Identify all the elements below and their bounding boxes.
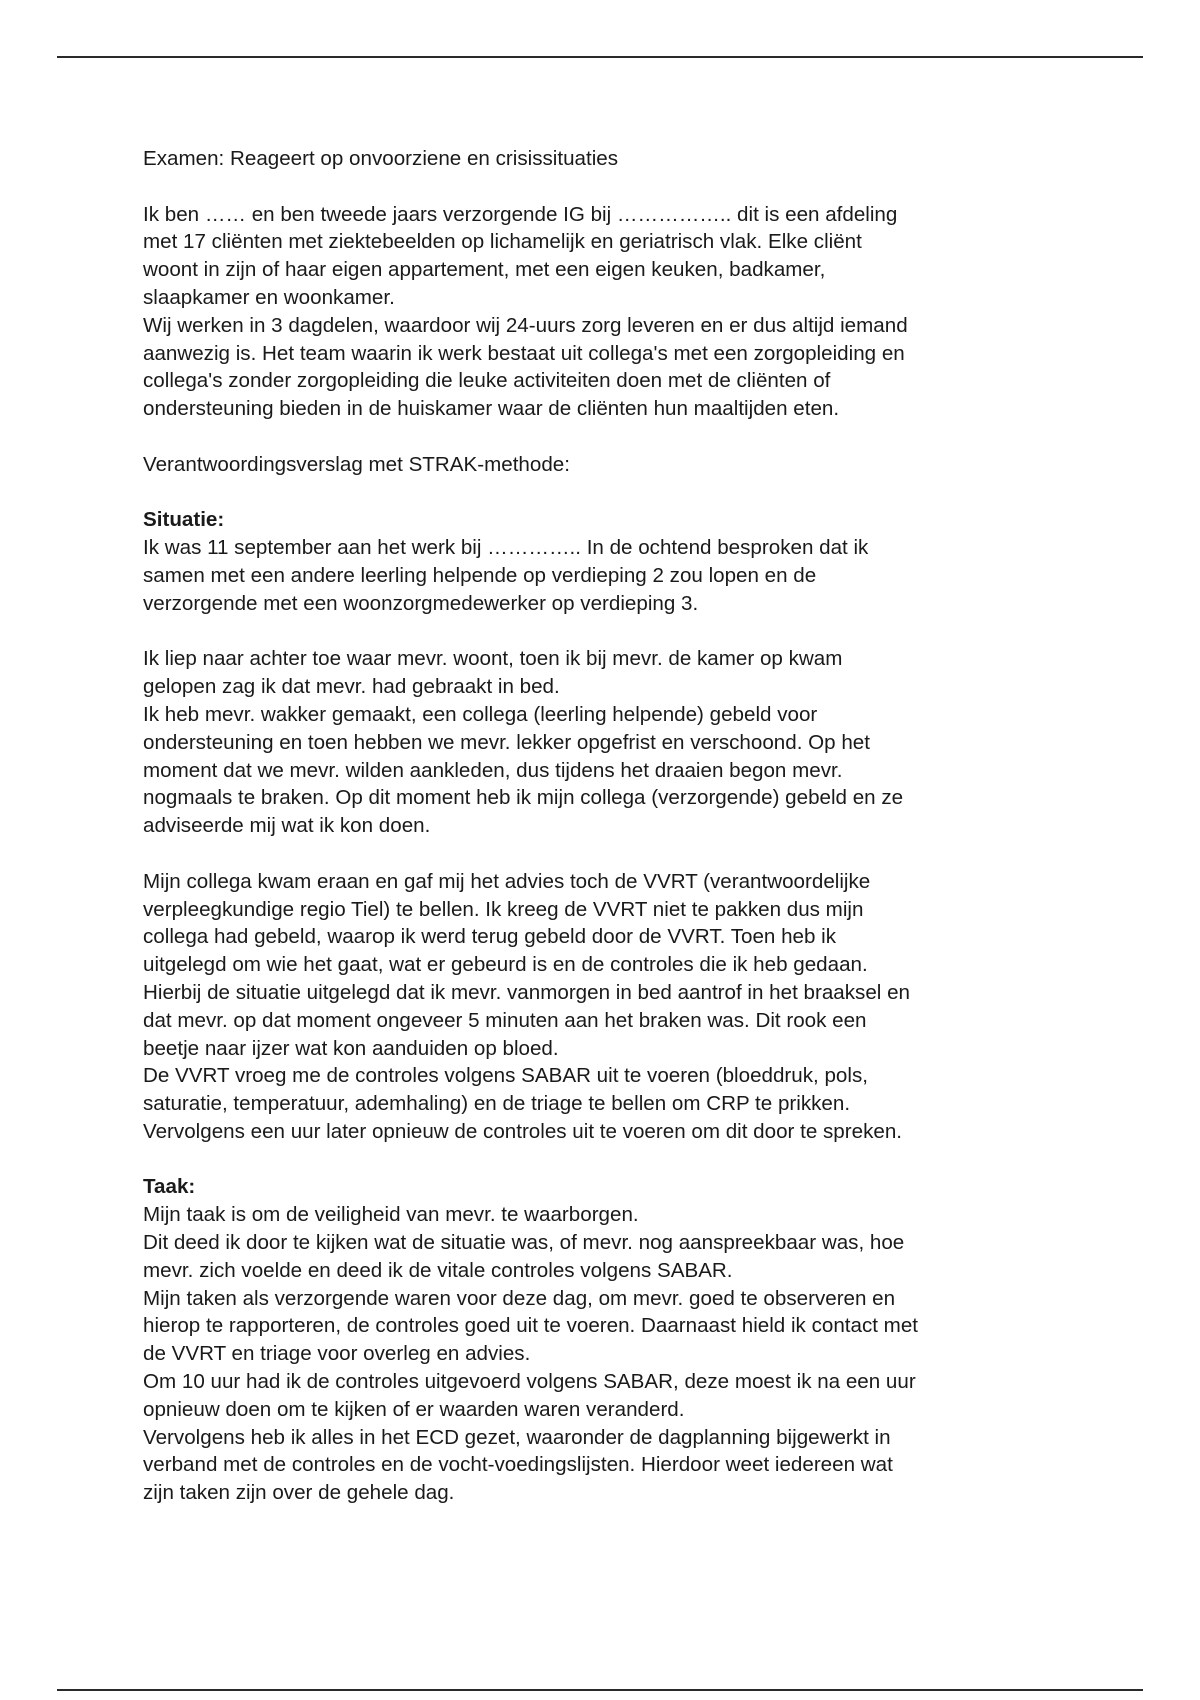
taak-paragraph-3: Mijn taken als verzorgende waren voor deze dag, om mevr. goed te observeren en hierop te rapporteren, de controles goed uit te voeren. Daarnaast hield ik contact met de VVRT en triage voor overleg en advies. [143,1286,919,1366]
situatie-paragraph-2: Ik liep naar achter toe waar mevr. woont, toen ik bij mevr. de kamer op kwam gelopen zag ik dat mevr. had gebraakt in bed. [143,647,843,699]
footer-rule [57,1689,1143,1691]
situatie-paragraph-3: Ik heb mevr. wakker gemaakt, een collega (leerling helpende) gebeld voor ondersteuning en toen hebben we mevr. lekker opgefrist en verschoond. Op het moment dat we mevr. wilden aankleden, dus tijdens het draaien begon mevr. nogmaals te braken. Op dit moment heb ik mijn collega (verzorgende) gebeld en ze adviseerde mij wat ik kon doen. [143,702,904,838]
taak-paragraph-4: Om 10 uur had ik de controles uitgevoerd volgens SABAR, deze moest ik na een uur opnieuw doen om te kijken of er waarden waren veranderd. [143,1370,916,1421]
situatie-paragraph-5: De VVRT vroeg me de controles volgens SABAR uit te voeren (bloeddruk, pols, saturatie, temperatuur, ademhaling) en de triage te bellen om CRP te prikken. Vervolgens een uur later opnieuw de controles uit te voeren om dit door te spreken. [143,1064,902,1143]
situatie-heading: Situatie: [143,508,225,532]
situatie-paragraph-4: Mijn collega kwam eraan en gaf mij het advies toch de VVRT (verantwoordelijke verpleegkundige regio Tiel) te bellen. Ik kreeg de VVRT niet te pakken dus mijn collega had gebeld, waarop ik werd terug gebeld door de VVRT. Toen heb ik uitgelegd om wie het gaat, wat er gebeurd is en de controles die ik heb gedaan. Hierbij de situatie uitgelegd dat ik mevr. vanmorgen in bed aantrof in het braaksel en dat mevr. op dat moment ongeveer 5 minuten aan het braken was. Dit rook een beetje naar ijzer wat kon aanduiden op bloed. [143,869,910,1060]
situatie-paragraph-1: Ik was 11 september aan het werk bij ………….. In de ochtend besproken dat ik samen met een andere leerling helpende op verdieping 2 zou lopen en de verzorgende met een woonzorgmedewerker op verdieping 3. [143,536,869,615]
method-line: Verantwoordingsverslag met STRAK-methode: [143,452,570,476]
header-rule [57,56,1143,58]
taak-paragraph-1: Mijn taak is om de veiligheid van mevr. te waarborgen. [143,1203,639,1227]
paragraph-gap [143,423,1083,451]
document-body [143,145,1083,1507]
paragraph-gap [143,479,1083,507]
paragraph-gap [143,173,1083,201]
paragraph-gap [143,1146,1083,1174]
intro-paragraph-2: Wij werken in 3 dagdelen, waardoor wij 24-uurs zorg leveren en er dus altijd iemand aanwezig is. Het team waarin ik werk bestaat uit collega's met een zorgopleiding en collega's zonder zorgopleiding die leuke activiteiten doen met de cliënten of ondersteuning bieden in de huiskamer waar de cliënten hun maaltijden eten. [143,313,908,421]
document-title: Examen: Reageert op onvoorziene en crisissituaties [143,147,619,170]
taak-heading: Taak: [143,1175,196,1199]
intro-paragraph-1: Ik ben …… en ben tweede jaars verzorgende IG bij …………….. dit is een afdeling met 17 cliënten met ziektebeelden op lichamelijk en geriatrisch vlak. Elke cliënt woont in zijn of haar eigen appartement, met een eigen keuken, badkamer, slaapkamer en woonkamer. [143,202,898,309]
taak-paragraph-5: Vervolgens heb ik alles in het ECD gezet, waaronder de dagplanning bijgewerkt in verband met de controles en de vocht-voedingslijsten. Hierdoor weet iedereen wat zijn taken zijn over de gehele dag. [143,1425,893,1505]
paragraph-gap [143,840,1083,868]
paragraph-gap [143,618,1083,646]
taak-paragraph-2: Dit deed ik door te kijken wat de situatie was, of mevr. nog aanspreekbaar was, hoe mevr. zich voelde en deed ik de vitale controles volgens SABAR. [143,1231,905,1282]
